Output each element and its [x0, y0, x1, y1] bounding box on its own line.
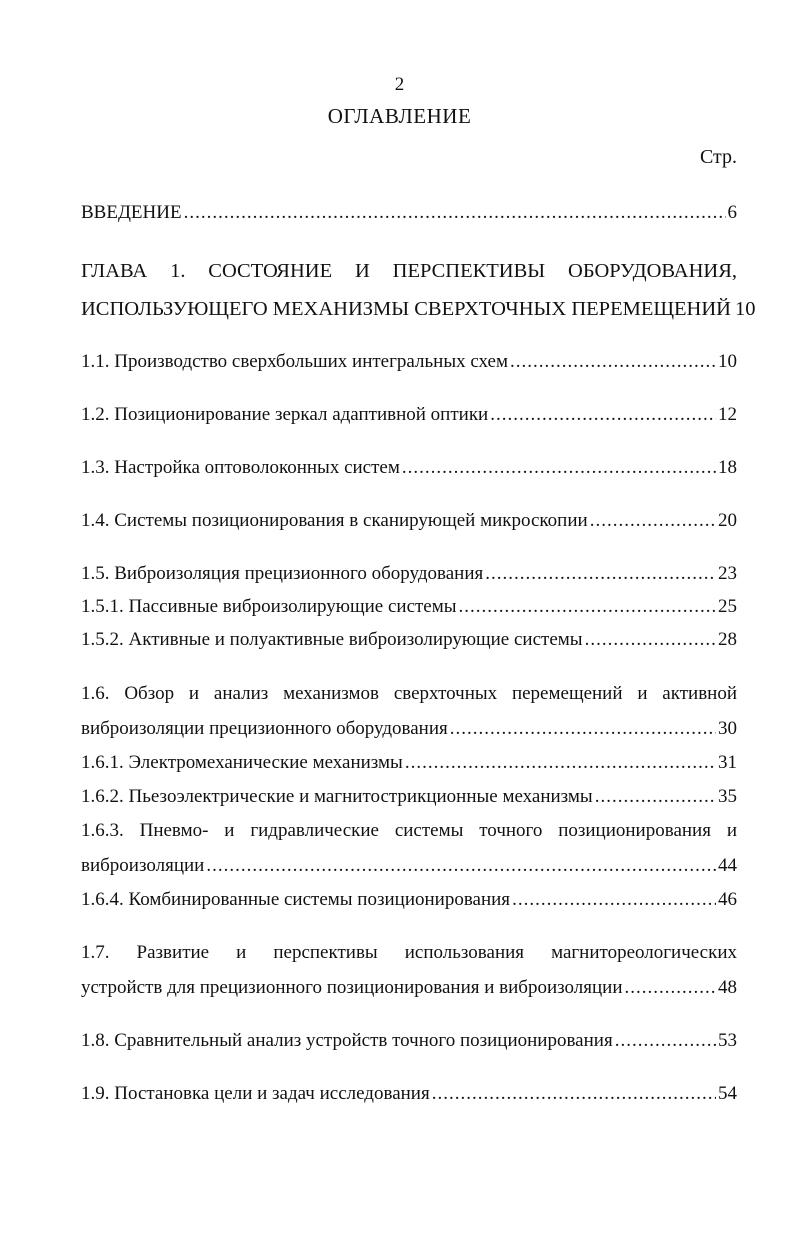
dot-leader	[625, 977, 717, 999]
dot-leader	[615, 1030, 716, 1052]
toc-entry-1-3[interactable]	[81, 457, 737, 479]
toc-entry-text: ВВЕДЕНИЕ	[81, 202, 182, 223]
dot-leader	[450, 718, 716, 740]
toc-entry-page: 10	[734, 298, 756, 320]
page-column-label: Стр.	[699, 146, 737, 168]
page-number: 2	[394, 74, 405, 95]
toc-entry-1-7-line1[interactable]: 1.7. Развитие и перспективы использования магнитореологических	[81, 942, 737, 963]
toc-entry-1-5[interactable]	[81, 563, 737, 585]
toc-entry-1-9[interactable]	[81, 1083, 737, 1105]
toc-entry-1-4[interactable]	[81, 510, 737, 532]
toc-entry-introduction[interactable]	[81, 202, 737, 224]
toc-entry-page: 23	[718, 563, 737, 584]
dot-leader	[402, 457, 716, 479]
toc-entry-page: 31	[718, 752, 737, 773]
toc-entry-page: 28	[718, 629, 737, 650]
toc-entry-text: ИСПОЛЬЗУЮЩЕГО МЕХАНИЗМЫ СВЕРХТОЧНЫХ ПЕРЕМЕЩЕНИЙ	[81, 298, 731, 320]
toc-entry-page: 53	[718, 1030, 737, 1051]
toc-entry-1-6[interactable]	[81, 718, 737, 740]
toc-entry-text: 1.5.2. Активные и полуактивные виброизолирующие системы	[81, 629, 583, 650]
dot-leader	[184, 202, 726, 224]
toc-entry-1-1[interactable]	[81, 351, 737, 373]
dot-leader	[405, 752, 716, 774]
toc-entry-text: виброизоляции	[81, 855, 205, 876]
toc-entry-1-5-2[interactable]	[81, 629, 737, 651]
dot-leader	[595, 786, 716, 808]
toc-chapter-1[interactable]	[81, 298, 756, 321]
toc-entry-text: 1.4. Системы позиционирования в сканирующей микроскопии	[81, 510, 588, 531]
toc-entry-text: 1.1. Производство сверхбольших интегральных схем	[81, 351, 509, 372]
toc-entry-page: 20	[718, 510, 737, 531]
toc-entry-page: 12	[718, 404, 737, 425]
toc-entry-page: 46	[718, 889, 737, 910]
toc-entry-1-5-1[interactable]	[81, 596, 737, 618]
toc-entry-page: 6	[727, 202, 737, 223]
toc-entry-text: устройств для прецизионного позиционирования и виброизоляции	[81, 977, 623, 998]
toc-entry-1-6-3-line1[interactable]: 1.6.3. Пневмо- и гидравлические системы точного позиционирования и	[81, 820, 737, 841]
toc-entry-page: 35	[718, 786, 737, 807]
toc-entry-text: 1.9. Постановка цели и задач исследования	[81, 1083, 430, 1104]
toc-entry-page: 30	[718, 718, 737, 739]
dot-leader	[510, 351, 716, 373]
toc-entry-page: 48	[718, 977, 737, 998]
page-title: ОГЛАВЛЕНИЕ	[327, 104, 472, 128]
toc-entry-1-8[interactable]	[81, 1030, 737, 1052]
toc-entry-text: 1.6.1. Электромеханические механизмы	[81, 752, 403, 773]
toc-entry-text: 1.5.1. Пассивные виброизолирующие системы	[81, 596, 457, 617]
toc-entry-1-6-1[interactable]	[81, 752, 737, 774]
toc-entry-1-6-line1[interactable]: 1.6. Обзор и анализ механизмов сверхточных перемещений и активной	[81, 683, 737, 704]
dot-leader	[490, 404, 716, 426]
dot-leader	[590, 510, 716, 532]
dot-leader	[459, 596, 716, 618]
dot-leader	[585, 629, 716, 651]
toc-entry-page: 44	[718, 855, 737, 876]
dot-leader	[485, 563, 716, 585]
toc-entry-page: 10	[718, 351, 737, 372]
toc-entry-page: 18	[718, 457, 737, 478]
dot-leader	[432, 1083, 716, 1105]
dot-leader	[512, 889, 716, 911]
toc-entry-text: 1.6.2. Пьезоэлектрические и магнитострикционные механизмы	[81, 786, 593, 807]
toc-entry-1-6-2[interactable]	[81, 786, 737, 808]
toc-entry-text: виброизоляции прецизионного оборудования	[81, 718, 448, 739]
toc-entry-page: 25	[718, 596, 737, 617]
toc-entry-page: 54	[718, 1083, 737, 1104]
toc-chapter-1-line1[interactable]: ГЛАВА 1. СОСТОЯНИЕ И ПЕРСПЕКТИВЫ ОБОРУДОВАНИЯ,	[81, 260, 737, 282]
toc-entry-text: 1.6.4. Комбинированные системы позиционирования	[81, 889, 511, 910]
toc-entry-1-6-3[interactable]	[81, 855, 737, 877]
toc-entry-text: 1.5. Виброизоляция прецизионного оборудования	[81, 563, 484, 584]
toc-entry-text: 1.3. Настройка оптоволоконных систем	[81, 457, 400, 478]
toc-entry-1-6-4[interactable]	[81, 889, 737, 911]
toc-entry-1-7[interactable]	[81, 977, 737, 999]
toc-entry-text: 1.8. Сравнительный анализ устройств точного позиционирования	[81, 1030, 613, 1051]
toc-entry-text: 1.2. Позиционирование зеркал адаптивной оптики	[81, 404, 489, 425]
toc-entry-1-2[interactable]	[81, 404, 737, 426]
dot-leader	[206, 855, 716, 877]
